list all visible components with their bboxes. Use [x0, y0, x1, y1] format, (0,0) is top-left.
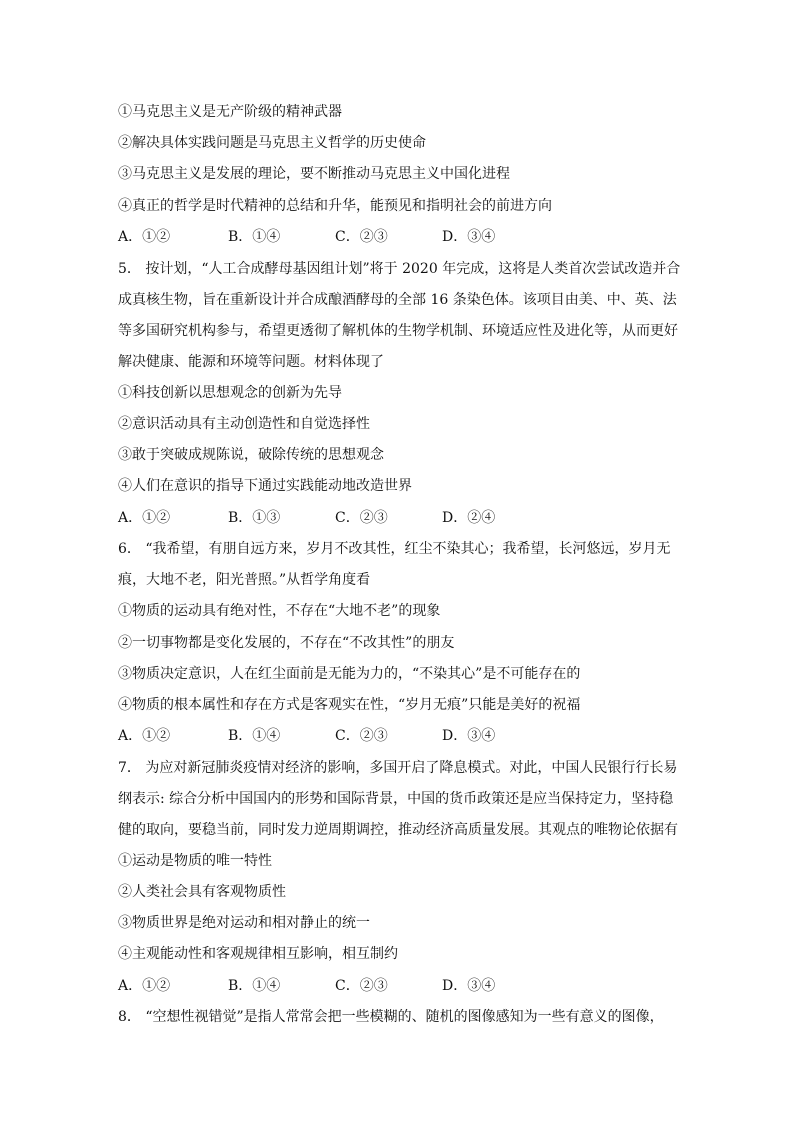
option-d: D．②④	[442, 510, 496, 526]
text-line: ②解决具体实践问题是马克思主义哲学的历史使命	[118, 135, 426, 151]
option-c: C．②③	[335, 229, 388, 245]
option-b: B．①④	[228, 978, 281, 994]
option-a: A．①②	[118, 728, 171, 744]
option-c: C．②③	[335, 728, 388, 744]
text-line: 痕，大地不老，阳光普照。”从哲学角度看	[118, 572, 371, 588]
question-6-stem: 6． “我希望，有朋自远方来，岁月不改其性，红尘不染其心；我希望，长河悠远，岁月无	[118, 541, 671, 557]
text-line: ②意识活动具有主动创造性和自觉选择性	[118, 416, 370, 432]
option-d: D．③④	[442, 728, 496, 744]
text-line: ④人们在意识的指导下通过实践能动地改造世界	[118, 478, 412, 494]
option-a: A．①②	[118, 978, 171, 994]
text-line: 纲表示: 综合分析中国国内的形势和国际背景，中国的货币政策还是应当保持定力，坚持稳	[118, 791, 674, 807]
text-line: ①科技创新以思想观念的创新为先导	[118, 385, 342, 401]
option-c: C．②③	[335, 510, 388, 526]
option-d: D．③④	[442, 229, 496, 245]
text-line: ④真正的哲学是时代精神的总结和升华，能预见和指明社会的前进方向	[118, 198, 552, 214]
option-b: B．①④	[228, 229, 281, 245]
option-a: A．①②	[118, 229, 171, 245]
question-7-stem: 7． 为应对新冠肺炎疫情对经济的影响，多国开启了降息模式。对此，中国人民银行行长易	[118, 760, 678, 776]
text-line: ③物质决定意识，人在红尘面前是无能为力的，“不染其心”是不可能存在的	[118, 666, 581, 682]
text-line: 健的取向，要稳当前，同时发力逆周期调控，推动经济高质量发展。其观点的唯物论依据有	[118, 822, 678, 838]
option-c: C．②③	[335, 978, 388, 994]
text-line: 成真核生物，旨在重新设计并合成酿酒酵母的全部 16 条染色体。该项目由美、中、英、法	[118, 292, 677, 308]
text-line: ①马克思主义是无产阶级的精神武器	[118, 104, 342, 120]
text-line: ③马克思主义是发展的理论，要不断推动马克思主义中国化进程	[118, 166, 510, 182]
option-b: B．①④	[228, 728, 281, 744]
option-a: A．①②	[118, 510, 171, 526]
text-line: ①运动是物质的唯一特性	[118, 853, 272, 869]
text-line: ②人类社会具有客观物质性	[118, 884, 286, 900]
text-line: ③敢于突破成规陈说，破除传统的思想观念	[118, 447, 384, 463]
question-8-stem: 8． “空想性视错觉”是指人常常会把一些模糊的、随机的图像感知为一些有意义的图像，	[118, 1009, 664, 1025]
text-line: ③物质世界是绝对运动和相对静止的统一	[118, 915, 370, 931]
text-line: ①物质的运动具有绝对性，不存在“大地不老”的现象	[118, 603, 441, 619]
text-line: ②一切事物都是变化发展的，不存在“不改其性”的朋友	[118, 635, 455, 651]
text-line: 等多国研究机构参与，希望更透彻了解机体的生物学机制、环境适应性及进化等，从而更好	[118, 323, 678, 339]
option-d: D．③④	[442, 978, 496, 994]
text-line: ④物质的根本属性和存在方式是客观实在性，“岁月无痕”只能是美好的祝福	[118, 697, 581, 713]
text-line: ④主观能动性和客观规律相互影响，相互制约	[118, 946, 398, 962]
text-line: 解决健康、能源和环境等问题。材料体现了	[118, 354, 384, 370]
option-b: B．①③	[228, 510, 281, 526]
question-5-stem: 5． 按计划，“人工合成酵母基因组计划”将于 2020 年完成，这将是人类首次尝试改造并合	[118, 261, 681, 277]
